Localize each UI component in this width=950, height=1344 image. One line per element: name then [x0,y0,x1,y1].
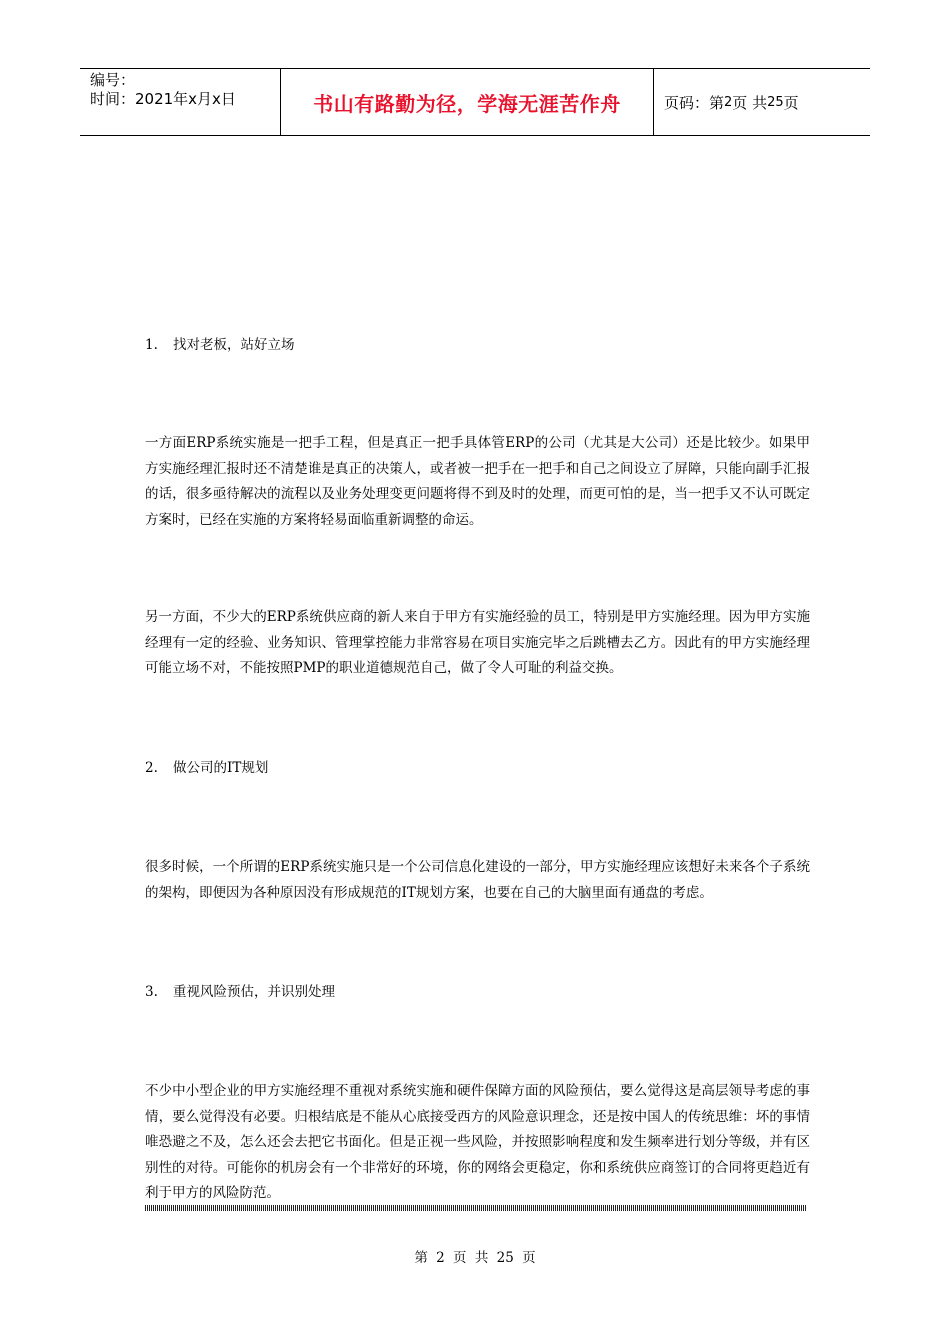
header-page-total: 25 [767,94,784,110]
header-meta [80,69,281,135]
footer-page-current: 2 [436,1250,445,1266]
section-number: 1. [145,337,158,353]
section-number: 3. [145,984,158,1000]
header-page-mid: 页 共 [732,93,768,112]
footer-suffix: 页 [522,1250,536,1266]
footer-prefix: 第 [414,1250,428,1266]
header-page-current: 2 [724,94,733,110]
body-paragraph: 另一方面，不少大的ERP系统供应商的新人来自于甲方有实施经验的员工，特别是甲方实施经理。因为甲方实施经理有一定的经验、业务知识、管理掌控能力非常容易在项目实施完毕之后跳槽去乙方。因此有的甲方实施经理可能立场不对，不能按照PMP的职业道德规范自己，做了令人可耻的利益交换。 [145,609,810,676]
header-page-prefix: 页码：第 [664,93,725,112]
section-title: 重视风险预估，并识别处理 [173,984,335,1000]
section-title: 做公司的IT规划 [173,760,269,776]
document-time-label: 时间：2021年x月x日 [90,90,236,108]
page-header [80,68,870,136]
section-number: 2. [145,760,158,776]
footer-mid: 页 共 [453,1250,489,1266]
section-heading [145,333,810,359]
page-footer [0,1246,950,1266]
footer-page-total: 25 [496,1250,514,1266]
document-code-label: 编号： [90,71,136,89]
section-heading [145,756,810,782]
header-page-suffix: 页 [783,93,799,112]
section-heading [145,980,810,1006]
header-motto: 书山有路勤为径，学海无涯苦作舟 [281,69,654,135]
body-paragraph: 不少中小型企业的甲方实施经理不重视对系统实施和硬件保障方面的风险预估，要么觉得这是高层领导考虑的事情，要么觉得没有必要。归根结底是不能从心底接受西方的风险意识理念，还是按中国人的传统思维：坏的事情唯恐避之不及，怎么还会去把它书面化。但是正视一些风险，并按照影响程度和发生频率进行划分等级，并有区别性的对待。可能你的机房会有一个非常好的环境，你的网络会更稳定，你和系统供应商签订的合同将更趋近有利于甲方的风险防范。 [145,1083,810,1201]
dotted-divider [145,1205,807,1211]
header-page-number [654,69,870,135]
body-paragraph: 一方面ERP系统实施是一把手工程，但是真正一把手具体管ERP的公司（尤其是大公司）还是比较少。如果甲方实施经理汇报时还不清楚谁是真正的决策人，或者被一把手在一把手和自己之间设立了屏障，只能向副手汇报的话，很多亟待解决的流程以及业务处理变更问题将得不到及时的处理，而更可怕的是，当一把手又不认可既定方案时，已经在实施的方案将轻易面临重新调整的命运。 [145,435,810,528]
section-title: 找对老板，站好立场 [173,337,295,353]
body-paragraph: 很多时候，一个所谓的ERP系统实施只是一个公司信息化建设的一部分，甲方实施经理应该想好未来各个子系统的架构，即便因为各种原因没有形成规范的IT规划方案，也要在自己的大脑里面有通盘的考虑。 [145,859,810,901]
